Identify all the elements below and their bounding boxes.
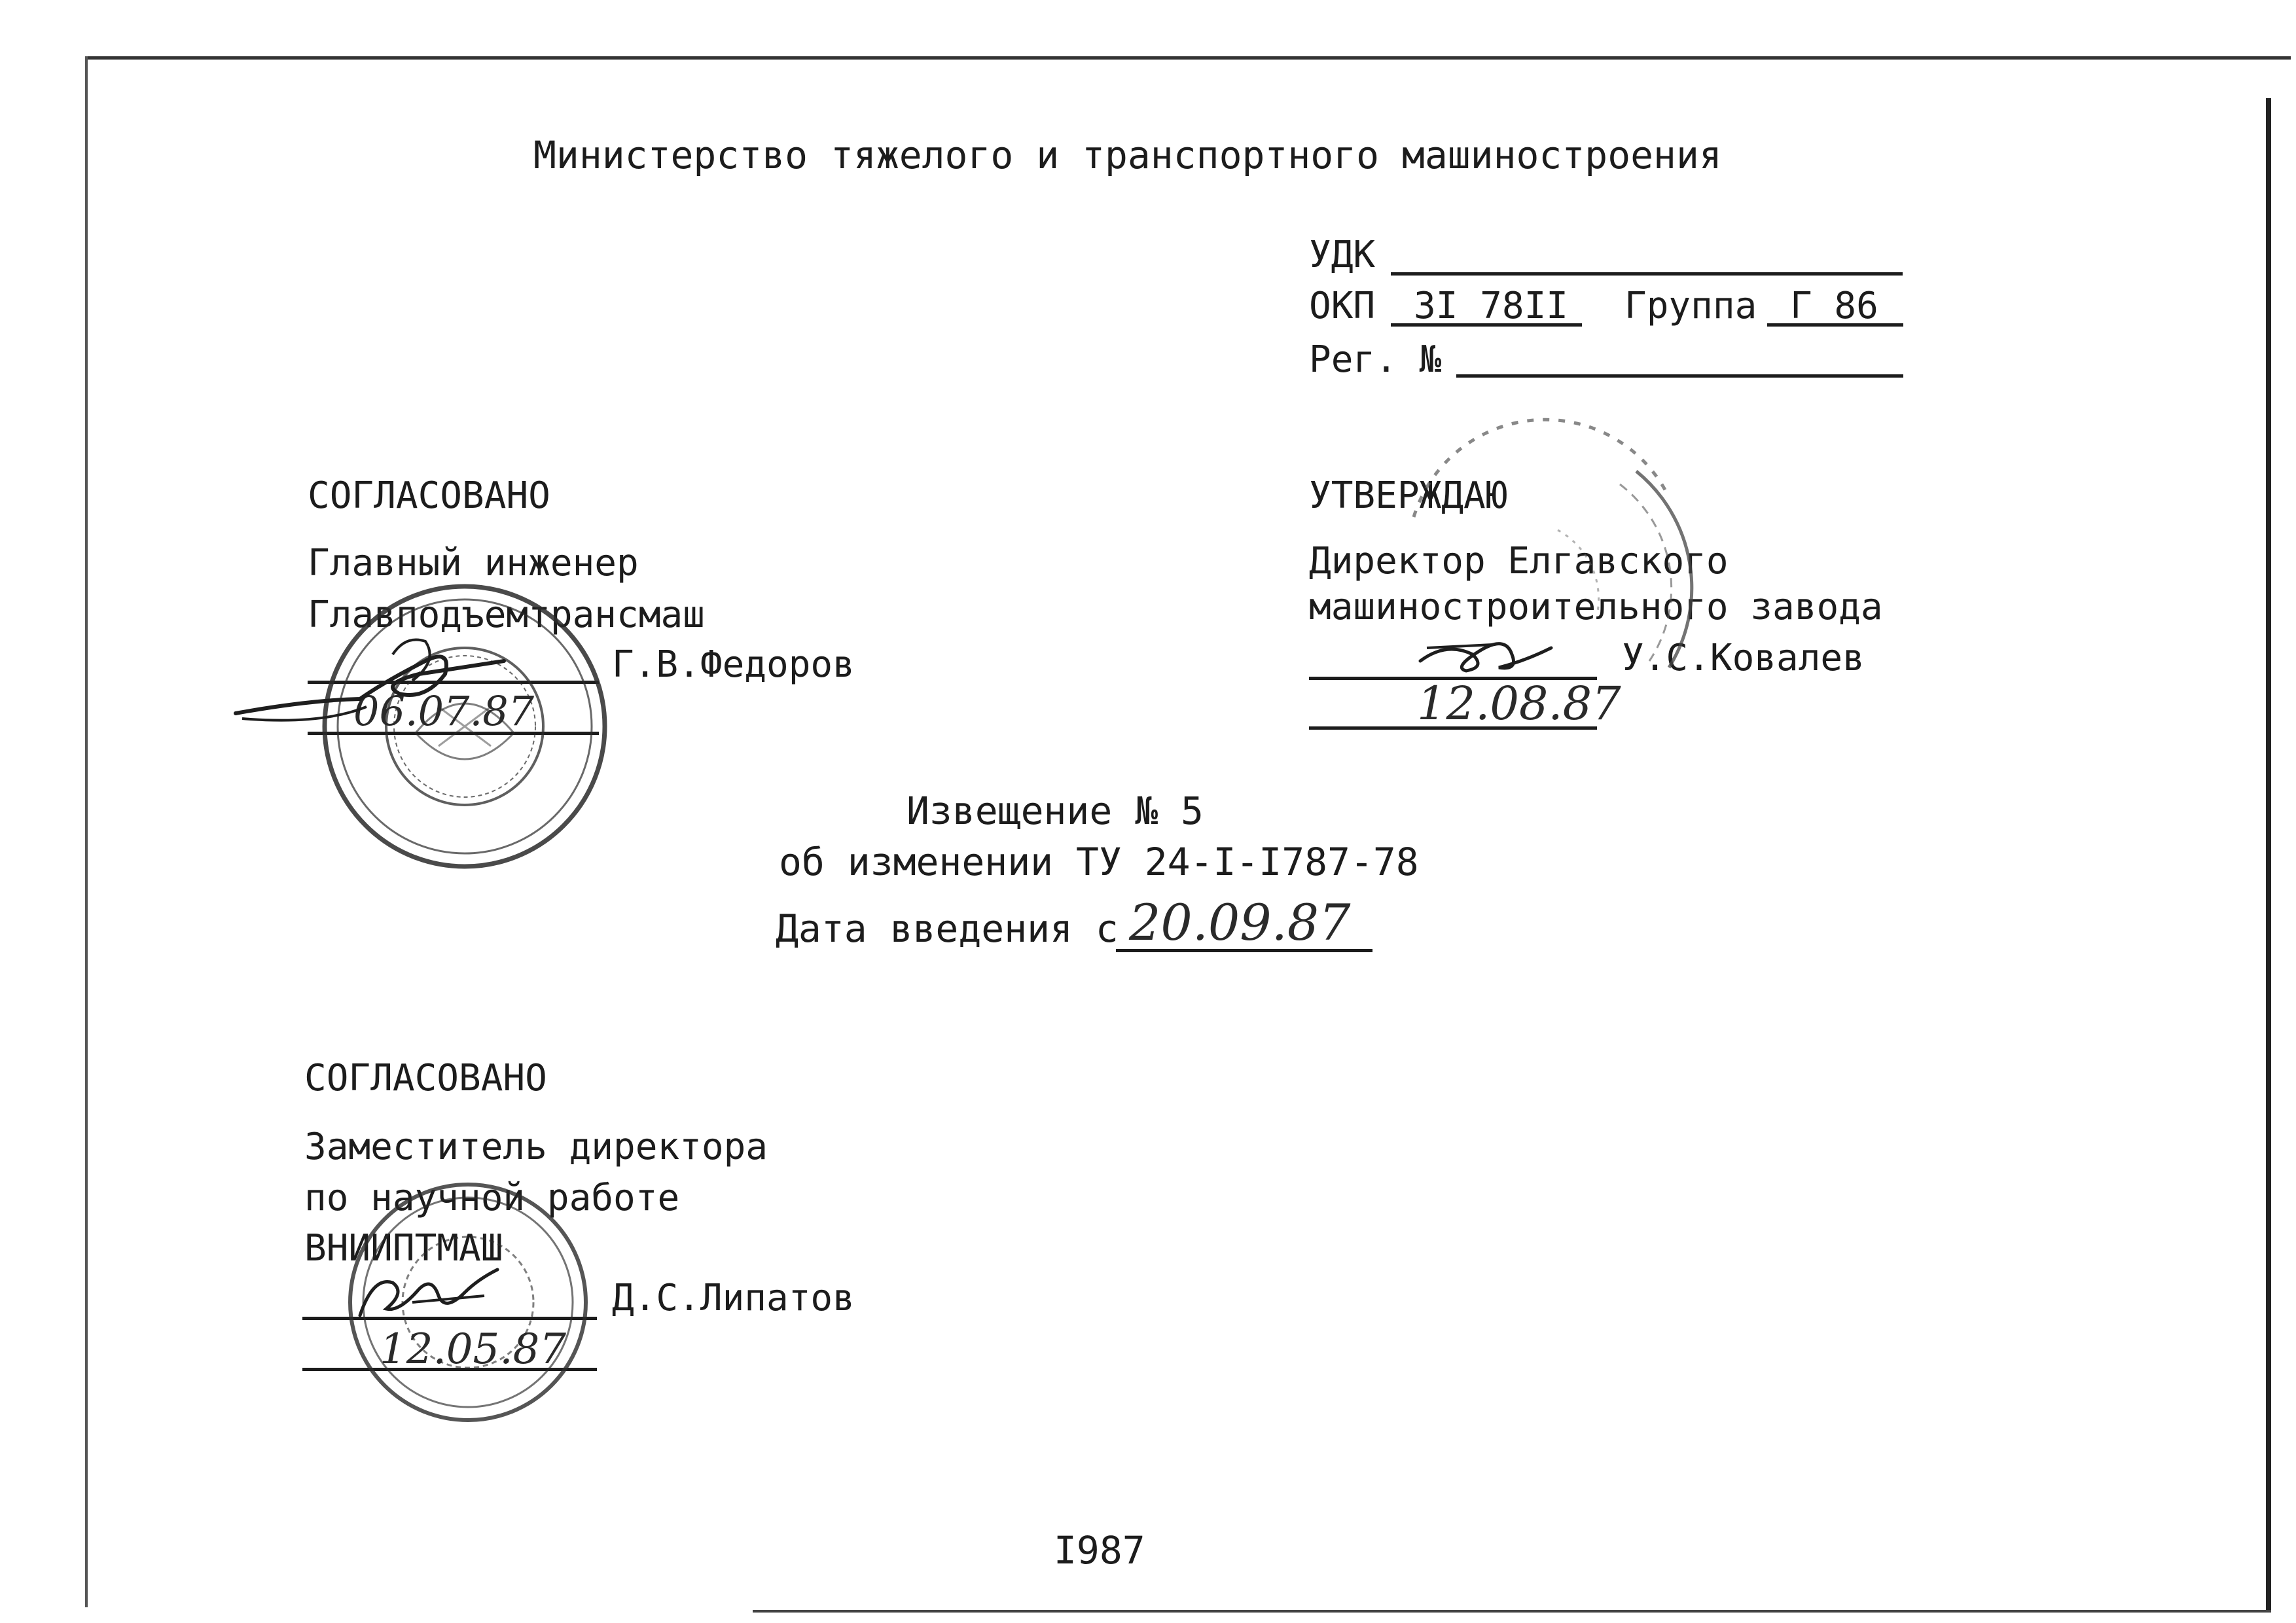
okp-label: ОКП — [1309, 285, 1376, 327]
frame-top-border — [85, 56, 2291, 60]
approved-name: У.С.Ковалев — [1622, 637, 1865, 679]
signature-right — [1414, 622, 1584, 681]
frame-bottom-border — [753, 1610, 2271, 1613]
agreed-bottom-position: Заместитель директора — [304, 1126, 768, 1168]
agreed-bottom-position-2: по научной работе — [304, 1177, 680, 1219]
notice-date-line — [1116, 949, 1372, 952]
approved-heading: УТВЕРЖДАЮ — [1309, 474, 1508, 517]
agreed-bottom-organization: ВНИИПТМАШ — [304, 1227, 503, 1270]
reg-line — [1456, 374, 1903, 378]
round-stamp-left — [308, 576, 622, 877]
okp-value: 3I 78II — [1414, 285, 1569, 327]
approved-date: 12.08.87 — [1417, 677, 1621, 730]
signature-bottom — [353, 1263, 524, 1329]
group-line — [1767, 323, 1903, 327]
group-label: Группа — [1624, 285, 1757, 327]
udk-line — [1391, 272, 1903, 276]
approved-organization: машиностроительного завода — [1309, 586, 1883, 628]
notice-date-value: 20.09.87 — [1129, 893, 1351, 952]
agreed-left-position: Главный инженер — [308, 542, 639, 584]
agreed-left-date: 06.07.87 — [353, 687, 535, 735]
group-value: Г 86 — [1790, 285, 1878, 327]
frame-left-border — [85, 56, 88, 1607]
udk-label: УДК — [1309, 234, 1376, 276]
okp-line — [1391, 323, 1582, 327]
notice-date-label: Дата введения с — [776, 906, 1119, 951]
agreed-bottom-date: 12.05.87 — [380, 1325, 566, 1374]
approved-date-line — [1309, 726, 1597, 730]
agreed-bottom-name: Д.С.Липатов — [612, 1277, 855, 1319]
reg-label: Рег. № — [1309, 338, 1442, 381]
notice-subtitle: об изменении ТУ 24-I-I787-78 — [779, 840, 1419, 884]
ministry-title: Министерство тяжелого и транспортного машиностроения — [533, 133, 1722, 177]
agreed-bottom-heading: СОГЛАСОВАНО — [304, 1057, 547, 1099]
agreed-left-organization: Главподъемтрансмаш — [308, 594, 705, 636]
notice-title: Извещение № 5 — [906, 789, 1204, 833]
agreed-left-name: Г.В.Федоров — [612, 643, 855, 686]
document-year: I987 — [1054, 1528, 1145, 1573]
signature-left — [229, 622, 635, 726]
frame-right-border — [2266, 98, 2271, 1610]
approved-position: Директор Елгавского — [1309, 540, 1729, 582]
agreed-left-heading: СОГЛАСОВАНО — [308, 474, 550, 517]
